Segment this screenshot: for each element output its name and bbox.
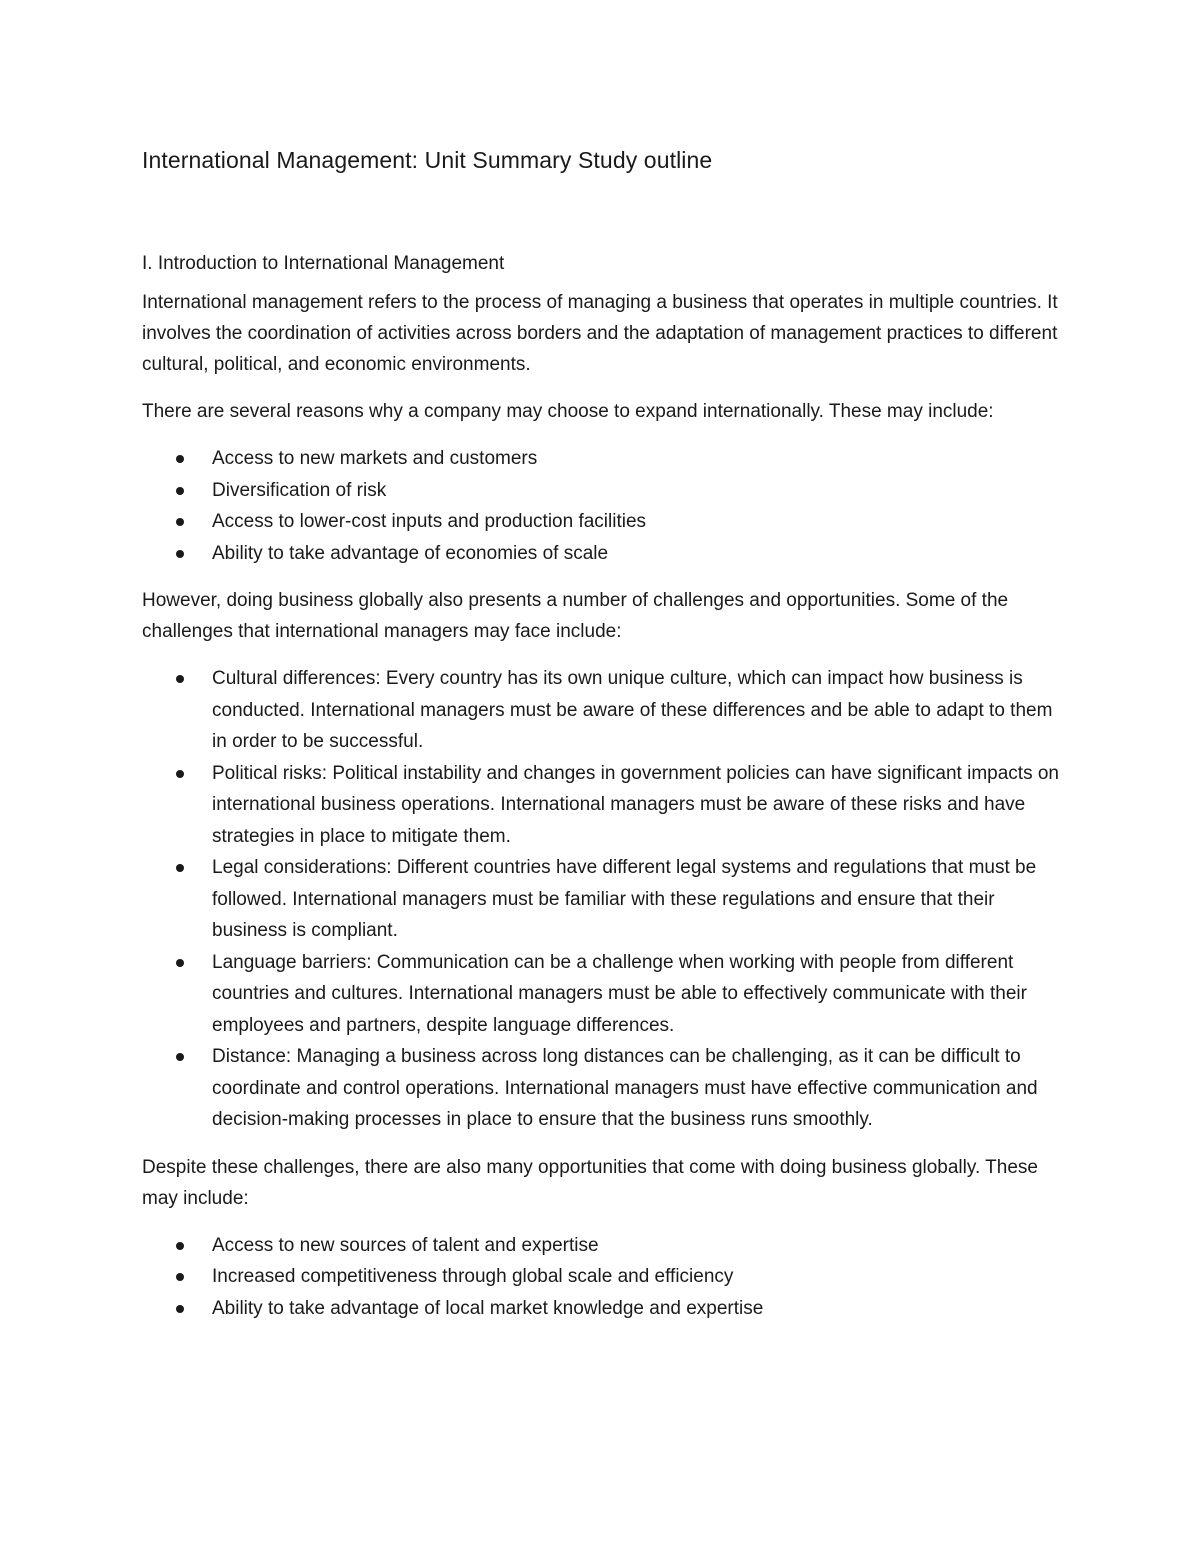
list-item — [142, 538, 1062, 570]
list-item — [142, 1293, 1062, 1325]
list-item-text: Diversification of risk — [212, 479, 387, 501]
bullet-icon — [176, 1273, 184, 1281]
list-item-text: Legal considerations: Different countries have different legal systems and regulations that must be followed. International managers must be familiar with these regulations and ensure that their business is compliant. — [212, 857, 1037, 941]
section-heading: I. Introduction to International Management — [142, 253, 505, 274]
list-item-text: Access to new markets and customers — [212, 448, 538, 469]
bullet-icon — [176, 770, 184, 778]
document-title: International Management: Unit Summary Study outline — [142, 147, 713, 173]
list-item — [142, 1041, 1062, 1136]
bullet-icon — [176, 455, 184, 463]
list-item-text: Access to lower-cost inputs and production facilities — [212, 511, 647, 532]
list-item — [142, 852, 1062, 947]
bullet-icon — [176, 959, 184, 967]
challenges-list — [142, 663, 1062, 1136]
list-item-text: Ability to take advantage of economies of scale — [212, 542, 609, 564]
list-item — [142, 475, 1062, 507]
bullet-icon — [176, 550, 184, 558]
bullet-icon — [176, 1053, 184, 1061]
list-item-text: Distance: Managing a business across long distances can be challenging, as it can be difficult to coordinate and control operations. International managers must have effective communication and decision-making processes in place to ensure that the business runs smoothly. — [212, 1046, 1038, 1130]
list-item — [142, 1230, 1062, 1262]
reasons-list — [142, 443, 1062, 569]
bullet-icon — [176, 1242, 184, 1250]
list-item — [142, 506, 1062, 538]
opportunities-list — [142, 1230, 1062, 1325]
challenges-paragraph: However, doing business globally also presents a number of challenges and opportunities. Some of the challenges that international managers may face include: — [142, 590, 1009, 642]
intro-paragraph: International management refers to the process of managing a business that operates in multiple countries. It involves the coordination of activities across borders and the adaptation of management practices to different cultural, political, and economic environments. — [142, 292, 1058, 375]
list-item-text: Cultural differences: Every country has its own unique culture, which can impact how business is conducted. International managers must be aware of these differences and be able to adapt to them in order to be successful. — [212, 668, 1053, 752]
bullet-icon — [176, 1305, 184, 1313]
list-item-text: Increased competitiveness through global scale and efficiency — [212, 1266, 734, 1287]
list-item — [142, 758, 1062, 853]
list-item-text: Ability to take advantage of local market knowledge and expertise — [212, 1297, 764, 1319]
list-item — [142, 1261, 1062, 1293]
document-page — [142, 140, 1062, 1340]
bullet-icon — [176, 518, 184, 526]
opportunities-paragraph: Despite these challenges, there are also many opportunities that come with doing business globally. These may include: — [142, 1156, 1038, 1209]
list-item-text: Language barriers: Communication can be a challenge when working with people from different countries and cultures. International managers must be able to effectively communicate with their employees and partners, despite language differences. — [212, 951, 1027, 1036]
list-item — [142, 443, 1062, 475]
reasons-paragraph: There are several reasons why a company may choose to expand internationally. These may include: — [142, 401, 994, 422]
list-item-text: Access to new sources of talent and expertise — [212, 1234, 599, 1256]
bullet-icon — [176, 864, 184, 872]
list-item — [142, 947, 1062, 1042]
list-item-text: Political risks: Political instability and changes in government policies can have significant impacts on international business operations. International managers must be aware of these risks and have strategies in place to mitigate them. — [212, 762, 1059, 847]
bullet-icon — [176, 487, 184, 495]
bullet-icon — [176, 675, 184, 683]
list-item — [142, 663, 1062, 758]
